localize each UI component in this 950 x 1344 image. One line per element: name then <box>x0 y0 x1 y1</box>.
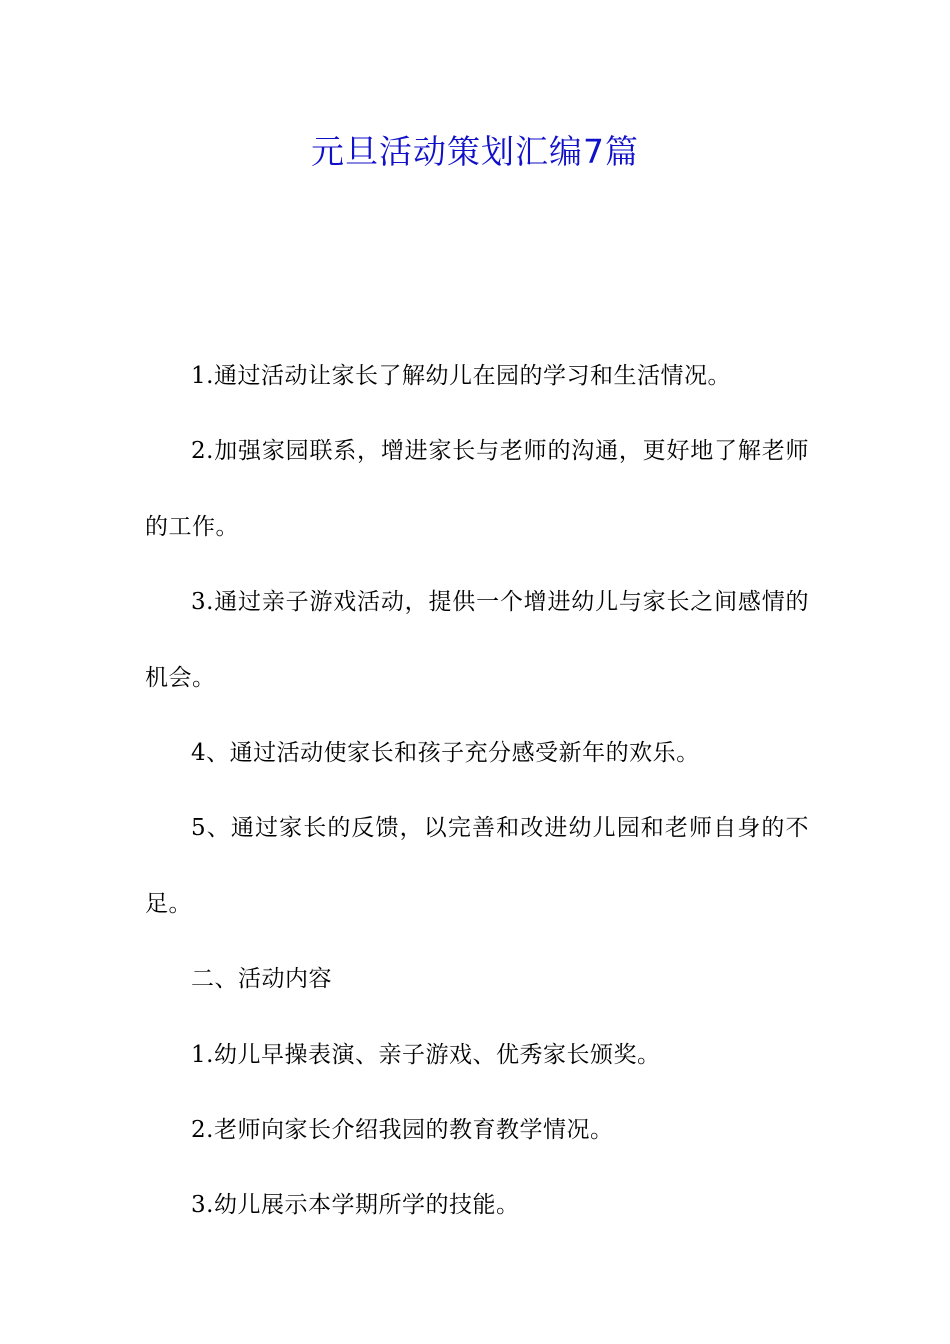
paragraph-goal-3: 3.通过亲子游戏活动，提供一个增进幼儿与家长之间感情的机会。 <box>145 589 809 691</box>
document-body <box>145 339 809 1244</box>
paragraph-content-1: 1.幼儿早操表演、亲子游戏、优秀家长颁奖。 <box>191 1041 661 1068</box>
paragraph-content-2: 2.老师向家长介绍我园的教育教学情况。 <box>191 1117 614 1144</box>
paragraph-content-3: 3.幼儿展示本学期所学的技能。 <box>191 1192 520 1219</box>
document-title: 元旦活动策划汇编7篇 <box>311 132 639 171</box>
paragraph-goal-1: 1.通过活动让家长了解幼儿在园的学习和生活情况。 <box>191 363 731 389</box>
section-heading-activity-content: 二、活动内容 <box>191 966 332 993</box>
paragraph-goal-4: 4、通过活动使家长和孩子充分感受新年的欢乐。 <box>191 740 700 767</box>
paragraph-goal-5: 5、通过家长的反馈，以完善和改进幼儿园和老师自身的不足。 <box>145 815 809 917</box>
paragraph-goal-2: 2.加强家园联系，增进家长与老师的沟通，更好地了解老师的工作。 <box>145 438 809 540</box>
